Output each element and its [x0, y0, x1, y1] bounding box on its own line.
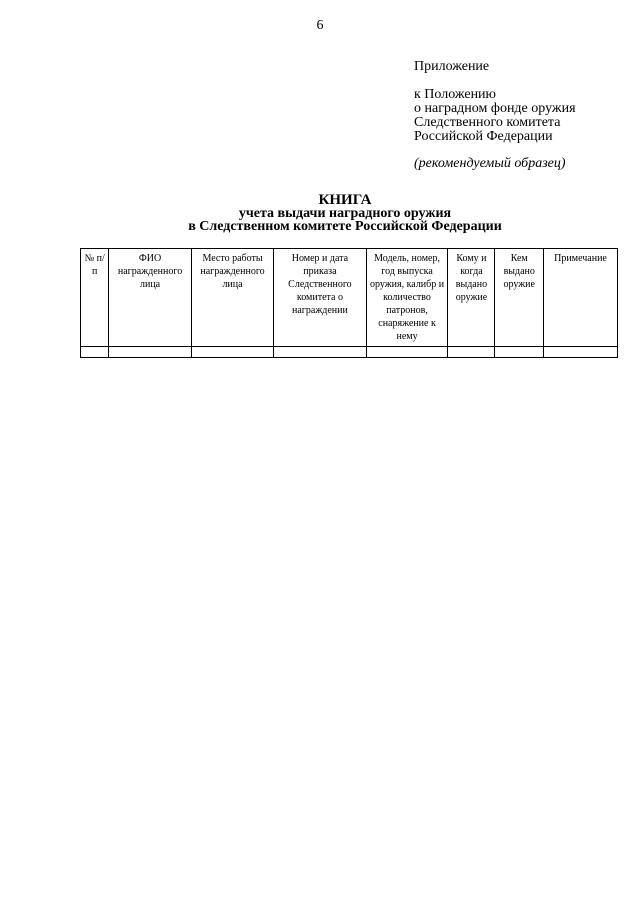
appendix-reference-line: к Положению: [414, 87, 497, 102]
appendix-note: (рекомендуемый образец): [414, 156, 566, 171]
table-cell: [274, 347, 366, 358]
table-cell: [81, 347, 109, 358]
book-title-line: учета выдачи наградного оружия: [238, 206, 452, 221]
header-note: Примечание: [544, 249, 618, 347]
table-cell: [191, 347, 273, 358]
appendix-reference-line: Российской Федерации: [414, 129, 553, 144]
table-cell: [366, 347, 448, 358]
header-issued-to: Кому и когда выдано оружие: [448, 249, 495, 347]
table-cell: [544, 347, 618, 358]
appendix-reference-line: о наградном фонде оружия: [414, 101, 576, 116]
appendix-reference-line: Следственного комитета: [414, 115, 561, 130]
table-cell: [109, 347, 191, 358]
header-weapon-model: Модель, номер, год выпуска оружия, калибр и количество патронов, снаряжение к нему: [366, 249, 448, 347]
table-row: [81, 347, 618, 358]
appendix-title: Приложение: [414, 59, 490, 74]
appendix-reference: [414, 88, 624, 144]
header-issued-by: Кем выдано оружие: [495, 249, 544, 347]
appendix-block: [414, 60, 624, 171]
header-workplace: Место работы награжденного лица: [191, 249, 273, 347]
table-cell: [448, 347, 495, 358]
register-header-row: [81, 249, 618, 347]
header-order: Номер и дата приказа Следственного комитета о награждении: [274, 249, 366, 347]
header-number: № п/п: [81, 249, 109, 347]
header-full-name: ФИО награжденного лица: [109, 249, 191, 347]
page-number: 6: [316, 18, 324, 33]
table-cell: [495, 347, 544, 358]
register-table: [80, 248, 618, 358]
book-title: [0, 194, 640, 233]
book-title-line: КНИГА: [318, 192, 372, 208]
book-title-line: в Следственном комитете Российской Федерации: [188, 219, 502, 234]
